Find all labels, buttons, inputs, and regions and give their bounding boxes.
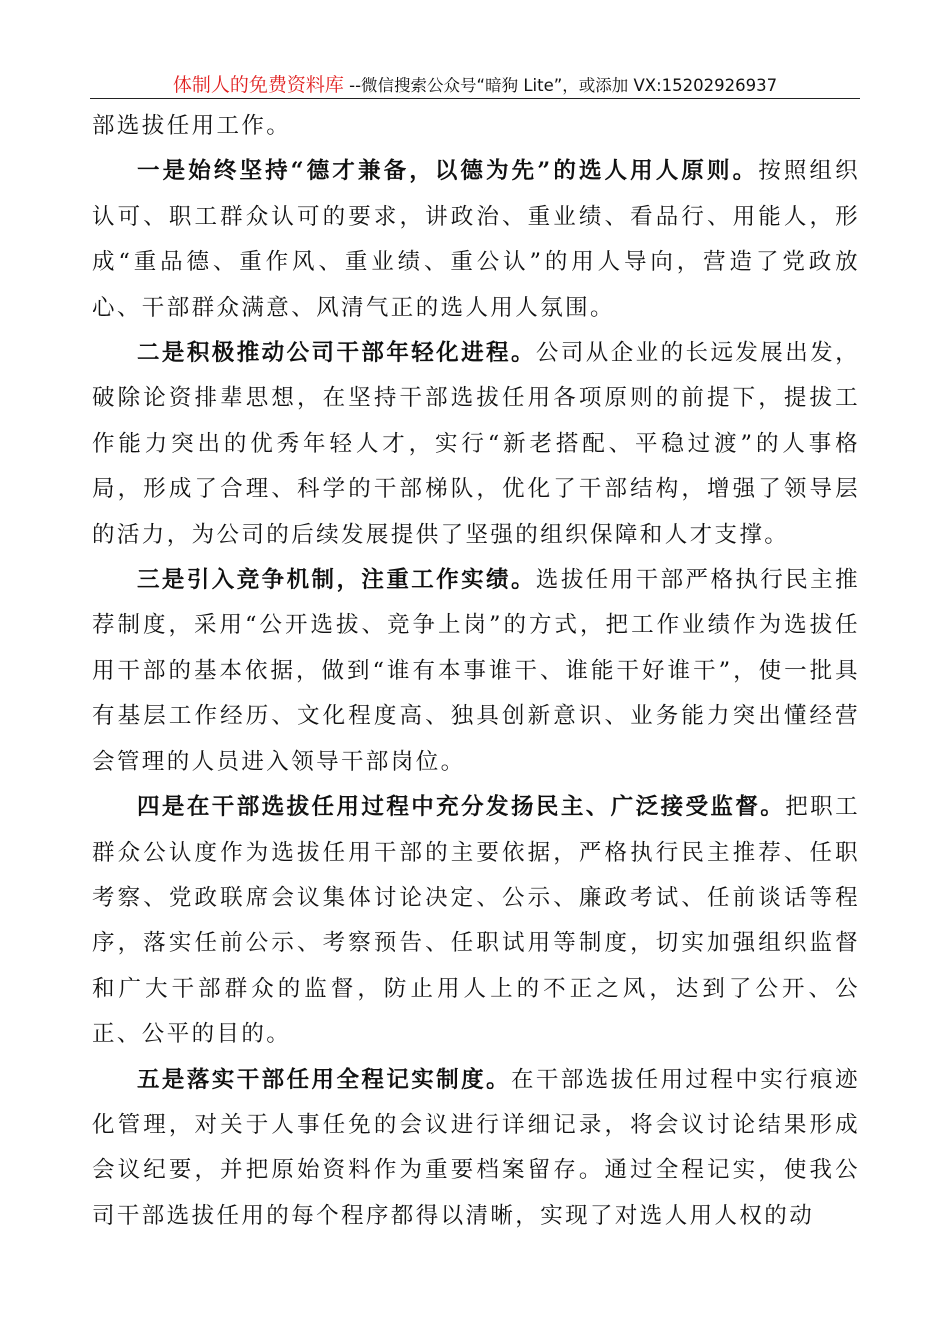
paragraph-5-lead: 五是落实干部任用全程记实制度。 — [137, 1066, 511, 1093]
header-note: --微信搜索公众号“暗狗 Lite”，或添加 VX:15202926937 — [343, 76, 778, 95]
page-header — [90, 72, 860, 98]
paragraph-2-text: 公司从企业的长远发展出发，破除论资排辈思想，在坚持干部选拔任用各项原则的前提下，提拔工作能力突出的优秀年轻人才，实行“新老搭配、平稳过渡”的人事格局，形成了合理、科学的干部梯队，优化了干部结构，增强了领导层的活力，为公司的后续发展提供了坚强的组织保障和人才支撑。 — [92, 340, 861, 548]
paragraph-1-lead: 一是始终坚持“德才兼备，以德为先”的选人用人原则。 — [137, 158, 759, 185]
header-brand: 体制人的免费资料库 — [172, 74, 344, 96]
paragraph-1 — [92, 149, 860, 331]
paragraph-5-text: 在干部选拔任用过程中实行痕迹化管理，对关于人事任免的会议进行详细记录，将会议讨论结果形成会议纪要，并把原始资料作为重要档案留存。通过全程记实，使我公司干部选拔任用的每个程序都得以清晰，实现了对选人用人权的动 — [92, 1066, 860, 1229]
paragraph-2 — [92, 331, 860, 558]
paragraph-5 — [92, 1058, 860, 1240]
paragraph-3-lead: 三是引入竞争机制，注重工作实绩。 — [137, 567, 536, 594]
paragraph-2-lead: 二是积极推动公司干部年轻化进程。 — [137, 340, 536, 367]
paragraph-4-lead: 四是在干部选拔任用过程中充分发扬民主、广泛接受监督。 — [137, 794, 786, 821]
paragraph-3-text: 选拔任用干部严格执行民主推荐制度，采用“公开选拔、竞争上岗”的方式，把工作业绩作为选拔任用干部的基本依据，做到“谁有本事谁干、谁能干好谁干”，使一批具有基层工作经历、文化程度高、独具创新意识、业务能力突出懂经营会管理的人员进入领导干部岗位。 — [92, 567, 861, 775]
paragraph-4 — [92, 785, 860, 1057]
continuation-line: 部选拔任用工作。 — [92, 113, 292, 139]
paragraph-3 — [92, 558, 860, 785]
header-divider — [90, 98, 860, 99]
document-body — [92, 104, 860, 1239]
paragraph-4-text: 把职工群众公认度作为选拔任用干部的主要依据，严格执行民主推荐、任职考察、党政联席会议集体讨论决定、公示、廉政考试、任前谈话等程序，落实任前公示、考察预告、任职试用等制度，切实加强组织监督和广大干部群众的监督，防止用人上的不正之风，达到了公开、公正、公平的目的。 — [92, 794, 860, 1048]
paragraph-1-text: 按照组织认可、职工群众认可的要求，讲政治、重业绩、看品行、用能人，形成“重品德、重作风、重业绩、重公认”的用人导向，营造了党政放心、干部群众满意、风清气正的选人用人氛围。 — [92, 158, 860, 321]
